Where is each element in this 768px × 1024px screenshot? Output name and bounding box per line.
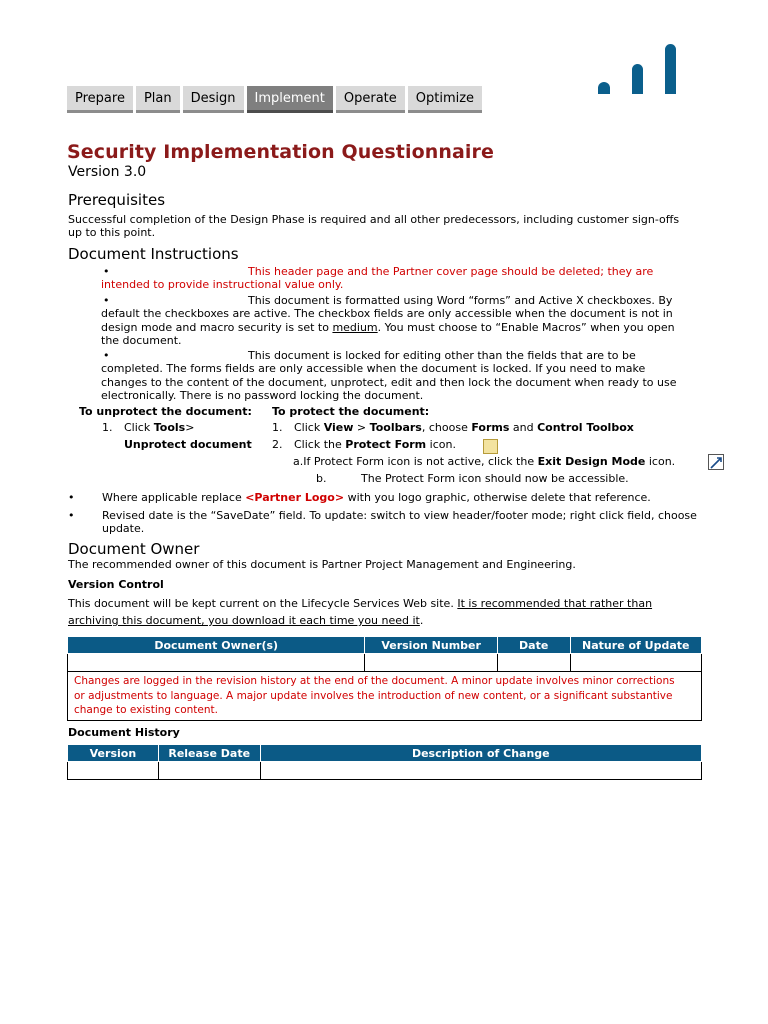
protect-step-2: Click the Protect Form icon.: [294, 438, 456, 451]
owner-heading: Document Owner: [68, 540, 200, 558]
tab-prepare[interactable]: Prepare: [67, 86, 133, 113]
instruction-2-line-2: default the checkboxes are active. The checkbox fields are only accessible when the document is not in: [101, 307, 673, 320]
owner-table: [67, 636, 702, 721]
table-note-row: [68, 672, 702, 721]
bullet-savedate-line-1: Revised date is the “SaveDate” field. To update: switch to view header/footer mode; right click field, choose: [102, 509, 697, 522]
version-control-line-2: archiving this document, you download it each time you need it.: [68, 614, 424, 627]
owner-cell[interactable]: [68, 654, 365, 672]
table-row: [68, 762, 702, 780]
logo-bar-1: [598, 82, 610, 94]
nature-cell[interactable]: [570, 654, 701, 672]
exit-design-mode-icon: [708, 454, 724, 470]
version-label: Version 3.0: [68, 164, 147, 180]
logo-bar-3: [665, 44, 676, 94]
unprotect-step-1-num: 1.: [102, 421, 113, 434]
history-table: [67, 744, 702, 780]
bullet-savedate-line-2: update.: [102, 522, 145, 535]
release-date-cell[interactable]: [158, 762, 260, 780]
tab-operate[interactable]: Operate: [336, 86, 405, 113]
prereq-text-2: up to this point.: [68, 226, 156, 239]
protect-step-2b: The Protect Form icon should now be accessible.: [361, 472, 629, 485]
lock-icon: [483, 439, 498, 454]
protect-step-1-num: 1.: [272, 421, 283, 434]
protect-step-1: Click View > Toolbars, choose Forms and Control Toolbox: [294, 421, 634, 434]
owner-text: The recommended owner of this document is Partner Project Management and Engineering.: [68, 558, 576, 571]
col-document-owners: Document Owner(s): [68, 637, 365, 654]
version-cell[interactable]: [68, 762, 159, 780]
logo-bar-2: [632, 64, 643, 94]
table-note: Changes are logged in the revision history at the end of the document. A minor update involves minor corrections or adjustments to language. A major update involves the introduction of new content, or a significant substantive change to existing content.: [68, 672, 702, 721]
col-date: Date: [497, 637, 570, 654]
col-version-number: Version Number: [365, 637, 497, 654]
instruction-3-line-1: This document is locked for editing other than the fields that are to be: [248, 349, 636, 362]
tab-design[interactable]: Design: [183, 86, 244, 113]
unprotect-step-1: Click Tools>: [124, 421, 195, 434]
protect-step-2b-num: b.: [316, 472, 327, 485]
instruction-1-line-2: intended to provide instructional value only.: [101, 278, 344, 291]
history-table-header: [68, 745, 702, 762]
col-version: Version: [68, 745, 159, 762]
col-release-date: Release Date: [158, 745, 260, 762]
instruction-2-line-4: the document.: [101, 334, 182, 347]
instruction-3-line-3: changes to the content of the document, unprotect, edit and then lock the document when ready to use: [101, 376, 677, 389]
instruction-2-line-3: design mode and macro security is set to medium. You must choose to “Enable Macros” when you open: [101, 321, 675, 334]
bullet-dot: •: [103, 349, 110, 362]
instruction-3-line-2: completed. The forms fields are only accessible when the document is locked. If you need to make: [101, 362, 646, 375]
description-cell[interactable]: [260, 762, 701, 780]
bullet-dot: •: [103, 294, 110, 307]
bullet-dot: •: [103, 265, 110, 278]
protect-step-2-num: 2.: [272, 438, 283, 451]
unprotect-step-1-cont: Unprotect document: [124, 438, 252, 451]
prerequisites-heading: Prerequisites: [68, 191, 166, 209]
bullet-dot: •: [68, 491, 75, 504]
instructions-heading: Document Instructions: [68, 245, 239, 263]
version-number-cell[interactable]: [365, 654, 497, 672]
bullet-partner-logo: Where applicable replace <Partner Logo> with you logo graphic, otherwise delete that reference.: [102, 491, 651, 504]
instruction-1-line-1: This header page and the Partner cover page should be deleted; they are: [248, 265, 654, 278]
prereq-text-1: Successful completion of the Design Phase is required and all other predecessors, including customer sign-offs: [68, 213, 680, 226]
phase-tabs: [67, 86, 482, 113]
protect-step-2a: a.If Protect Form icon is not active, click the Exit Design Mode icon.: [293, 455, 676, 468]
version-control-heading: Version Control: [68, 578, 164, 591]
page-title: Security Implementation Questionnaire: [67, 141, 494, 163]
table-row: [68, 654, 702, 672]
tab-plan[interactable]: Plan: [136, 86, 180, 113]
protect-heading: To protect the document:: [272, 405, 430, 418]
instruction-2-line-1: This document is formatted using Word “forms” and Active X checkboxes. By: [248, 294, 673, 307]
tab-optimize[interactable]: Optimize: [408, 86, 482, 113]
instruction-3-line-4: electronically. There is no password locking the document.: [101, 389, 424, 402]
version-control-line-1: This document will be kept current on the Lifecycle Services Web site. It is recommended that rather than: [68, 597, 653, 610]
history-heading: Document History: [68, 726, 180, 739]
date-cell[interactable]: [497, 654, 570, 672]
col-nature-of-update: Nature of Update: [570, 637, 701, 654]
unprotect-heading: To unprotect the document:: [79, 405, 252, 418]
owner-table-header: [68, 637, 702, 654]
tab-implement[interactable]: Implement: [247, 86, 333, 113]
bullet-dot: •: [68, 509, 75, 522]
col-description: Description of Change: [260, 745, 701, 762]
